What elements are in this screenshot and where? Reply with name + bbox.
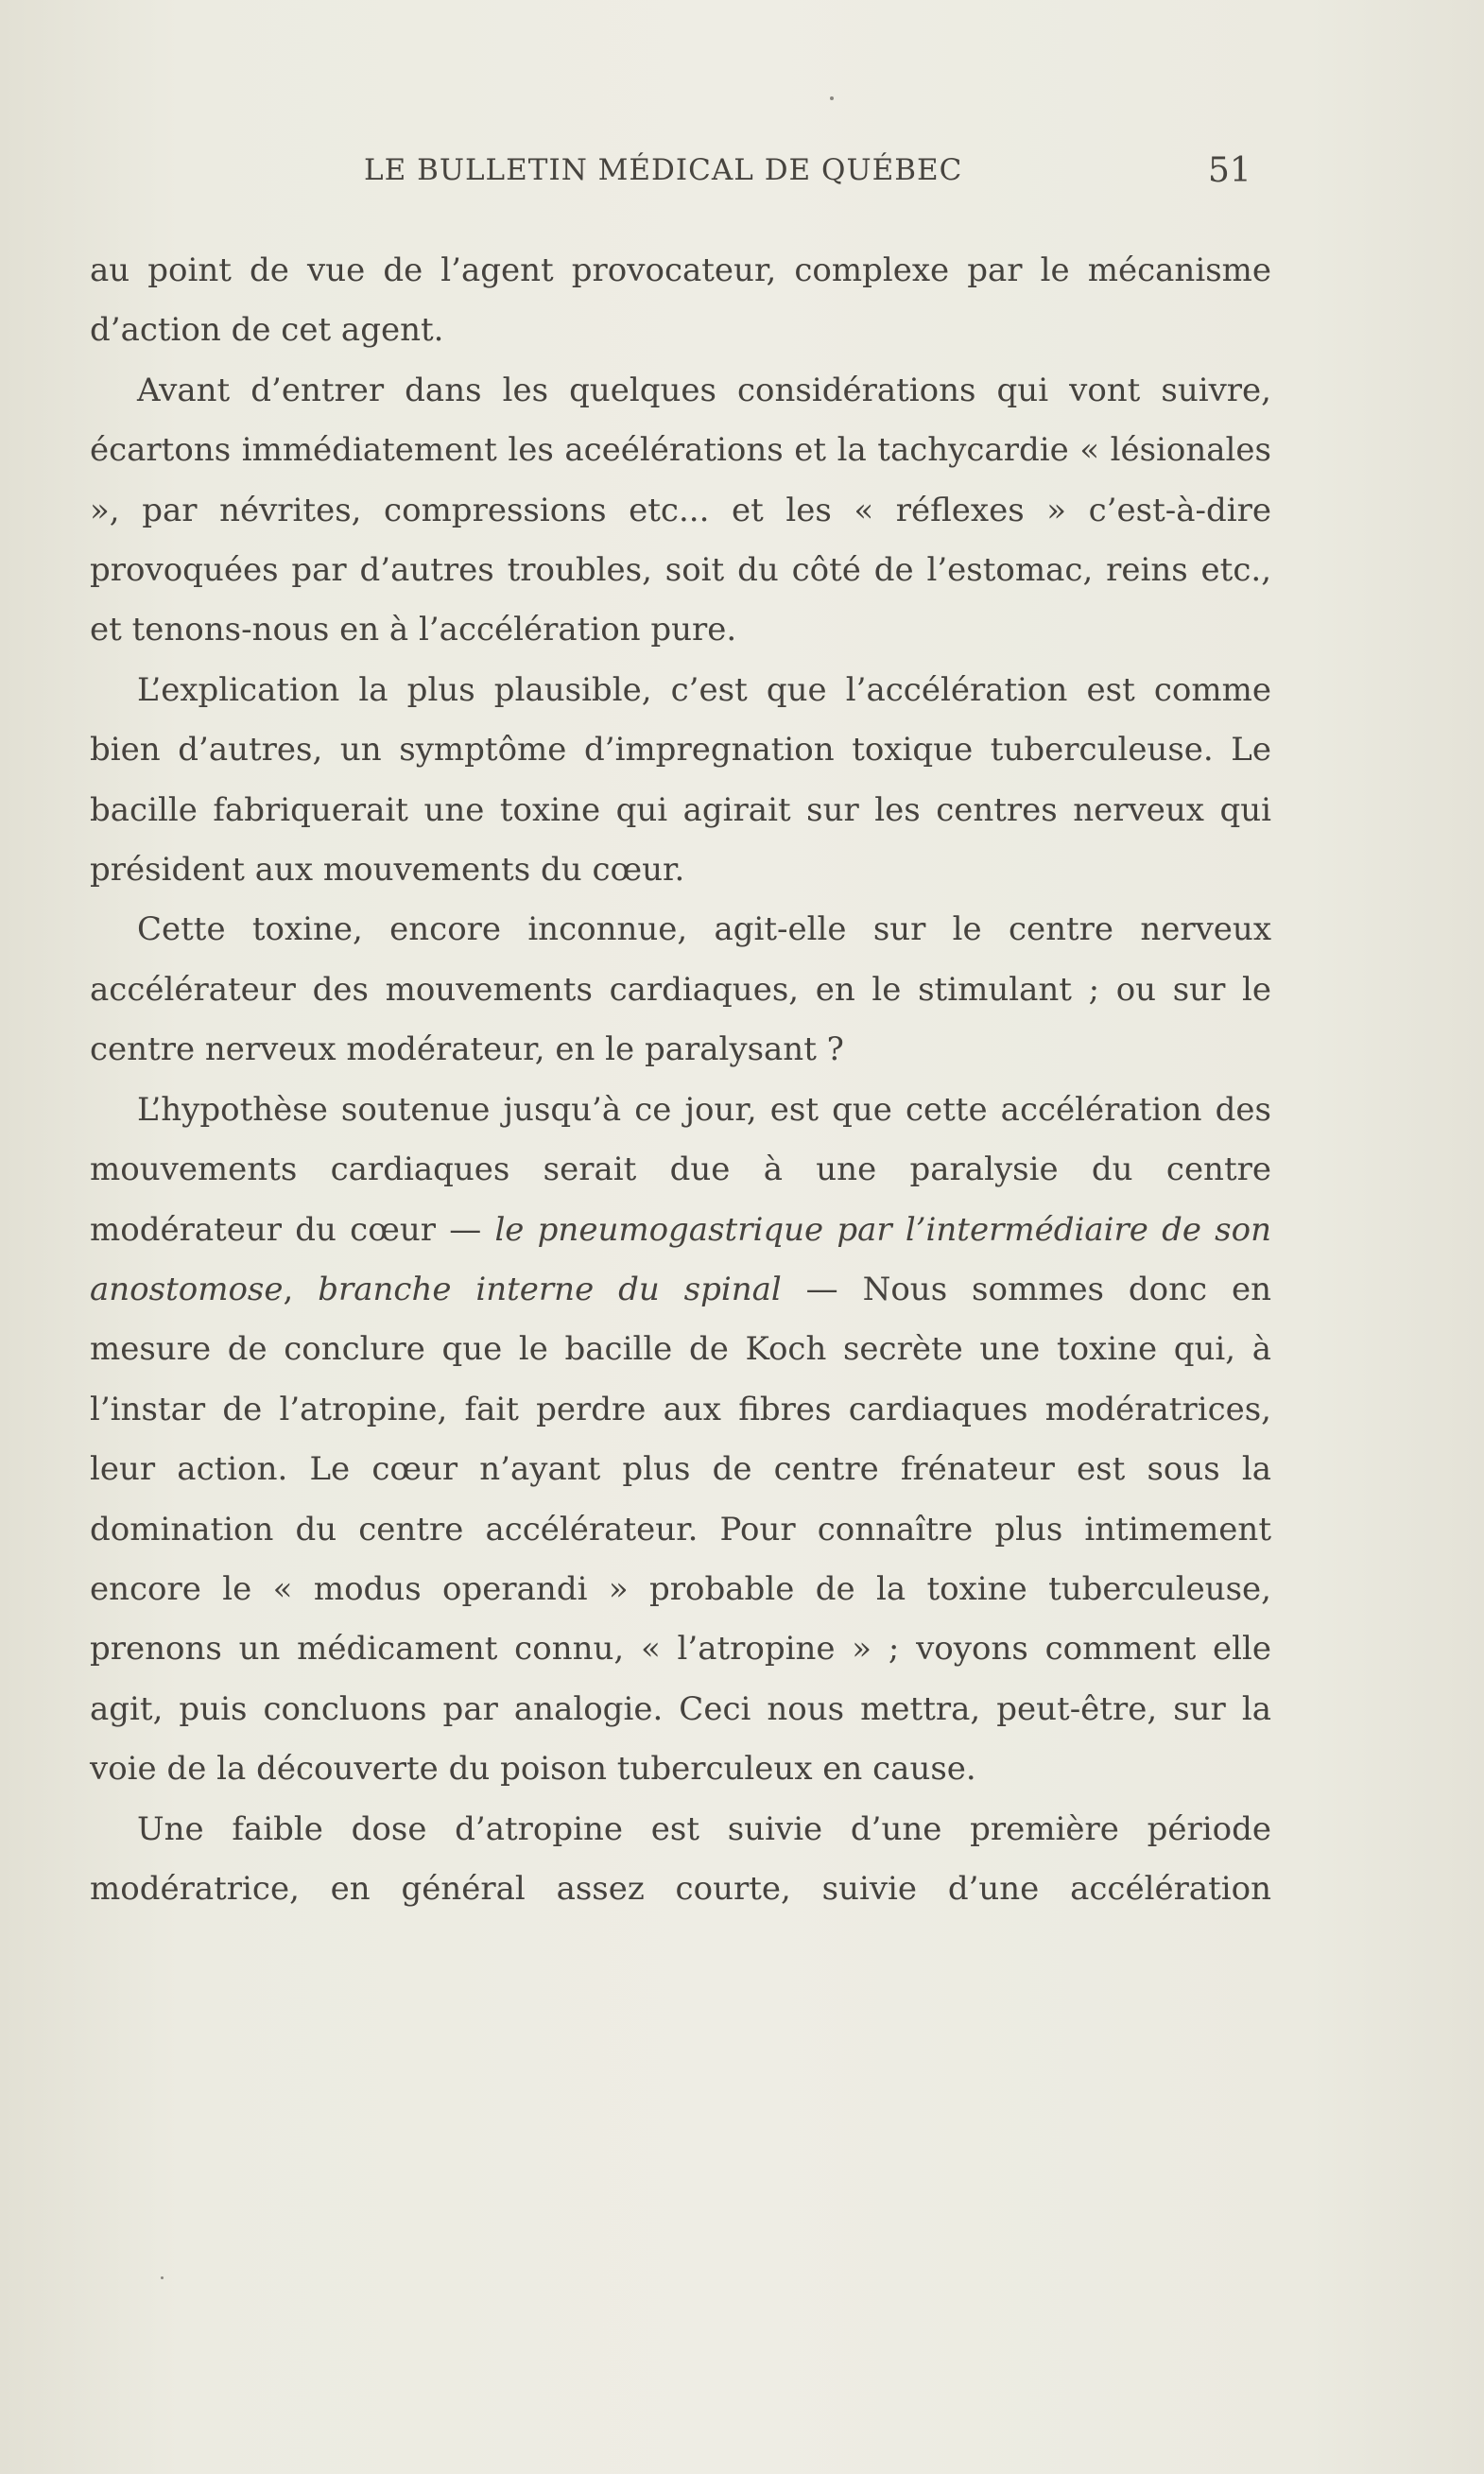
paragraph-5-italic-branch: branche interne du spinal [318, 1270, 782, 1308]
paragraph-5-text-after: — Nous sommes donc en mesure de conclure que le bacille de Koch secrète une toxine qui, à l’instar de l’atropine, fait perdre aux fibres cardiaques modératrices, leur action. Le cœur n’ayant plus de centre frénateur est sous la domination du centre accélérateur. Pour connaître plus intimement encore le « modus operandi » probable de la toxine tuberculeuse, prenons un médicament connu, « l’atropine » ; voyons comment elle agit, puis concluons par analogie. Ceci nous mettra, peut-être, sur la voie de la découverte du poison tuberculeux en cause. [90, 1270, 1271, 1789]
paragraph-3: L’explication la plus plausible, c’est que l’accélération est comme bien d’autres, un symptôme d’impregnation toxique tuberculeuse. Le bacille fabriquerait une toxine qui agirait sur les centres nerveux qui président aux mouvements du cœur. [90, 670, 1271, 890]
running-title: LE BULLETIN MÉDICAL DE QUÉBEC [364, 153, 963, 187]
paragraph-4: Cette toxine, encore inconnue, agit-elle sur le centre nerveux accélérateur des mouvements cardiaques, en le stimulant ; ou sur le centre nerveux modérateur, en le paralysant ? [90, 910, 1271, 1069]
paragraph-2: Avant d’entrer dans les quelques considérations qui vont suivre, écartons immédiatement les aceélérations et la tachycardie « lésionales », par névrites, compressions etc... et les « réflexes » c’est-à-dire provoquées par d’autres troubles, soit du côté de l’estomac, reins etc., et tenons-nous en à l’accélération pure. [90, 371, 1271, 649]
paragraph-5-text-before: L’hypothèse soutenue jusqu’à ce jour, est que cette accélération des mouvements cardiaques serait due à une paralysie du centre modérateur du cœur — [90, 1090, 1271, 1249]
speck [161, 2276, 164, 2279]
speck [830, 96, 834, 100]
paragraph-1: au point de vue de l’agent provocateur, complexe par le mécanisme d’action de cet agent. [90, 251, 1271, 350]
paragraph-6: Une faible dose d’atropine est suivie d’une première période modératrice, en général assez courte, suivie d’une accélération [90, 1809, 1271, 1908]
paragraph-5-text-middle: , [283, 1270, 319, 1308]
body-text [90, 241, 1271, 1919]
page-header [0, 149, 1484, 197]
paragraph-5-italic-nerve: le pneumogastrique par l’intermédiaire de son anostomose [90, 1210, 1271, 1308]
page-number: 51 [1208, 151, 1251, 190]
paragraph-5 [90, 1081, 1271, 1800]
